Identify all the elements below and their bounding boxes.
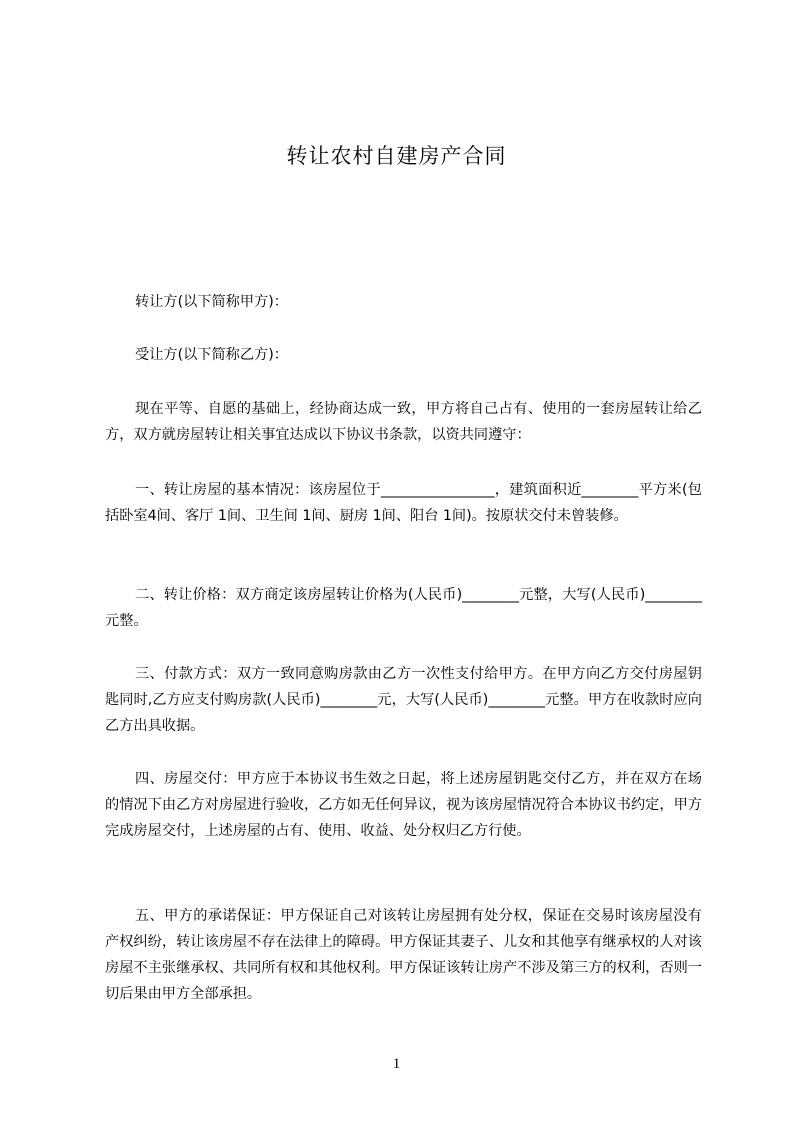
transferor-line: 转让方(以下简称甲方)： — [135, 294, 288, 310]
page-number: 1 — [392, 1056, 401, 1072]
document-title: 转让农村自建房产合同 — [286, 144, 507, 168]
preamble-paragraph: 现在平等、自愿的基础上，经协商达成一致，甲方将自己占有、使用的一套房屋转让给乙方，双方就房屋转让相关事宜达成以下协议书条款，以资共同遵守： — [105, 401, 702, 443]
transferee-line: 受让方(以下简称乙方)： — [135, 347, 288, 363]
clause-5-guarantee: 五、甲方的承诺保证：甲方保证自己对该转让房屋拥有处分权，保证在交易时该房屋没有产权纠纷，转让该房屋不存在法律上的障碍。甲方保证其妻子、儿女和其他享有继承权的人对该房屋不主张继承权、共同所有权和其他权利。甲方保证该转让房产不涉及第三方的权利，否则一切后果由甲方全部承担。 — [105, 908, 702, 1002]
clause-2-price: 二、转让价格：双方商定该房屋转让价格为(人民币)________元整，大写(人民币)________元整。 — [105, 587, 702, 629]
clause-3-payment: 三、付款方式：双方一致同意购房款由乙方一次性支付给甲方。在甲方向乙方交付房屋钥匙同时,乙方应支付购房款(人民币)________元，大写(人民币)________元整。甲方在收款时应向乙方出具收据。 — [105, 666, 702, 734]
clause-4-delivery: 四、房屋交付：甲方应于本协议书生效之日起，将上述房屋钥匙交付乙方，并在双方在场的情况下由乙方对房屋进行验收，乙方如无任何异议，视为该房屋情况符合本协议书约定，甲方完成房屋交付，上述房屋的占有、使用、收益、处分权归乙方行使。 — [105, 771, 702, 839]
clause-1-house-info: 一、转让房屋的基本情况：该房屋位于________________，建筑面积近________平方米(包括卧室4间、客厅 1间、卫生间 1间、厨房 1间、阳台 1间)。按原状交付未曾装修。 — [105, 482, 702, 524]
